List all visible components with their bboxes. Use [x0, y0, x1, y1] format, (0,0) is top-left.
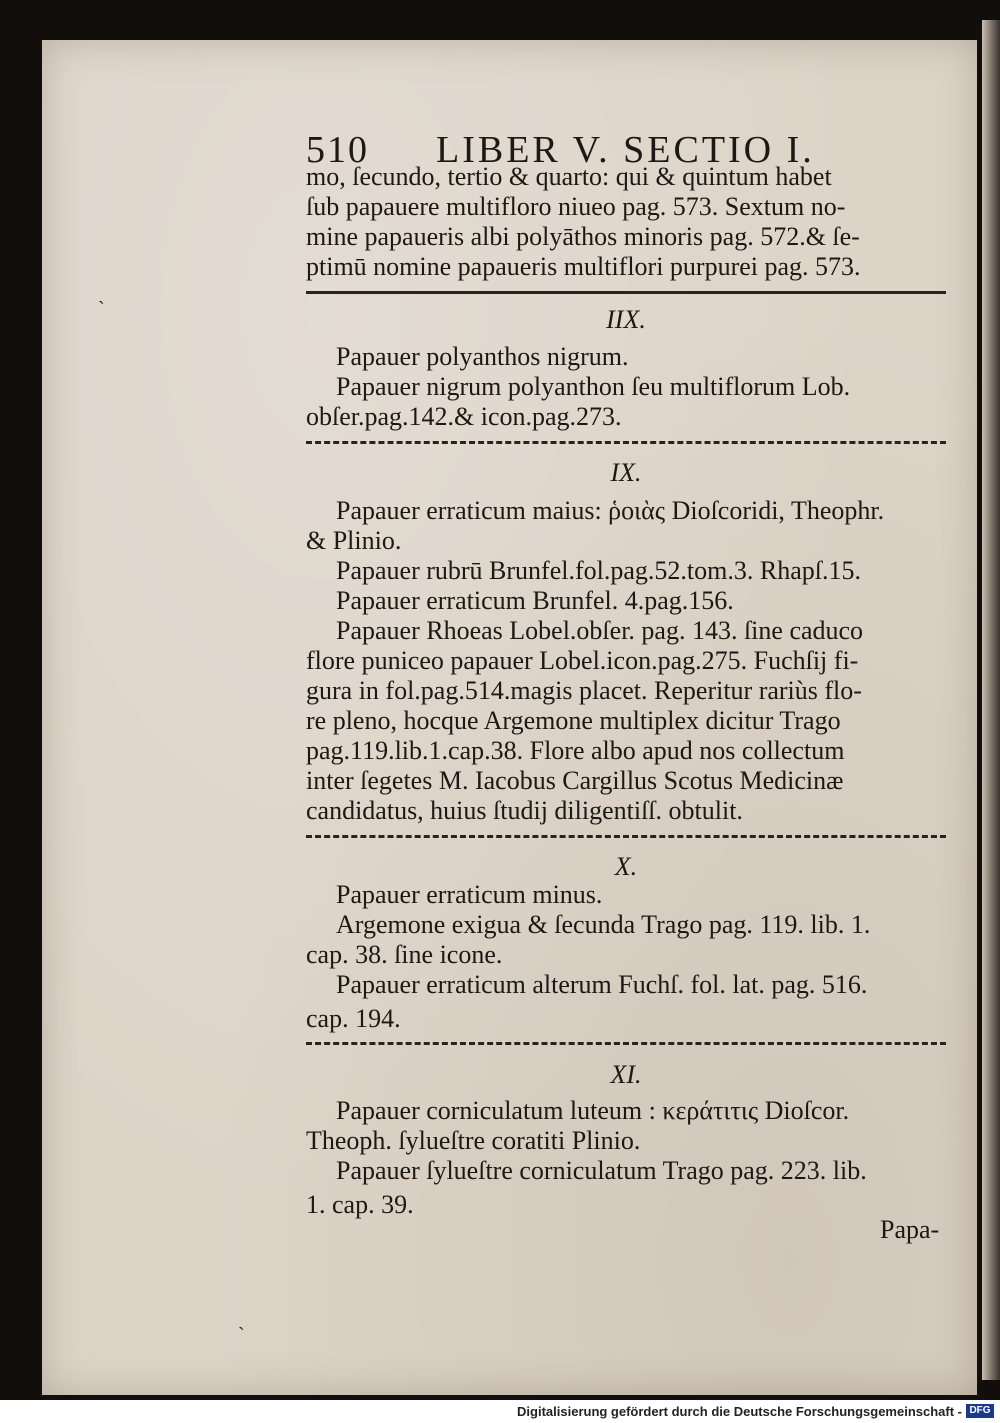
page-edge	[982, 20, 1000, 1380]
text-line: Papauer Rhoeas Lobel.obſer. pag. 143. ſine caduco	[336, 616, 864, 645]
dfg-logo: DFG	[966, 1404, 994, 1418]
text-line: Papauer corniculatum luteum : κεράτιτις Dioſcor.	[336, 1096, 850, 1125]
text-line: cap. 194.	[306, 1004, 401, 1033]
paper-speck: ˋ	[238, 1324, 245, 1346]
section-numeral: IX.	[610, 458, 642, 487]
text-line: cap. 38. ſine icone.	[306, 940, 503, 969]
section-numeral: IIX.	[606, 305, 646, 334]
text-line: ſub papauere multifloro niueo pag. 573. Sextum no-	[306, 192, 846, 221]
running-title: LIBER V. SECTIO I.	[436, 129, 815, 171]
text-line: Papauer erraticum alterum Fuchſ. fol. lat. pag. 516.	[336, 970, 868, 999]
catchword: Papa-	[880, 1215, 940, 1244]
text-line: ptimū nomine papaueris multiflori purpurei pag. 573.	[306, 252, 861, 281]
section-rule	[306, 441, 946, 444]
text-line: Argemone exigua & ſecunda Trago pag. 119. lib. 1.	[336, 910, 871, 939]
text-line: mo, ſecundo, tertio & quarto: qui & quintum habet	[306, 162, 832, 191]
text-line: obſer.pag.142.& icon.pag.273.	[306, 402, 622, 431]
page-number: 510	[306, 129, 369, 171]
text-line: Papauer ſylueſtre corniculatum Trago pag. 223. lib.	[336, 1156, 867, 1185]
text-line: re pleno, hocque Argemone multiplex dicitur Trago	[306, 706, 841, 735]
paper-speck: ˋ	[98, 298, 105, 320]
text-line: Papauer erraticum minus.	[336, 880, 603, 909]
section-rule	[306, 835, 946, 838]
text-line: Theoph. ſylueſtre coratiti Plinio.	[306, 1126, 641, 1155]
section-numeral: XI.	[610, 1060, 642, 1089]
section-numeral: X.	[614, 852, 638, 881]
text-line: Papauer erraticum maius: ῥοιὰς Dioſcoridi, Theophr.	[336, 496, 885, 525]
text-line: Papauer polyanthos nigrum.	[336, 342, 629, 371]
text-line: flore puniceo papauer Lobel.icon.pag.275. Fuchſij fi-	[306, 646, 859, 675]
footer-credit: Digitalisierung gefördert durch die Deutsche Forschungsgemeinschaft -	[517, 1404, 962, 1419]
text-line: candidatus, huius ſtudij diligentiſſ. obtulit.	[306, 796, 743, 825]
section-rule	[306, 291, 946, 294]
text-line: Papauer erraticum Brunfel. 4.pag.156.	[336, 586, 734, 615]
text-line: pag.119.lib.1.cap.38. Flore albo apud nos collectum	[306, 736, 845, 765]
text-line: mine papaueris albi polyāthos minoris pag. 572.& ſe-	[306, 222, 860, 251]
text-line: Papauer nigrum polyanthon ſeu multiflorum Lob.	[336, 372, 851, 401]
text-line: 1. cap. 39.	[306, 1190, 414, 1219]
text-line: Papauer rubrū Brunfel.fol.pag.52.tom.3. Rhapſ.15.	[336, 556, 861, 585]
text-line: & Plinio.	[306, 526, 402, 555]
section-rule	[306, 1042, 946, 1045]
text-line: inter ſegetes M. Iacobus Cargillus Scotus Medicinæ	[306, 766, 844, 795]
text-line: gura in fol.pag.514.magis placet. Reperitur rariùs flo-	[306, 676, 862, 705]
